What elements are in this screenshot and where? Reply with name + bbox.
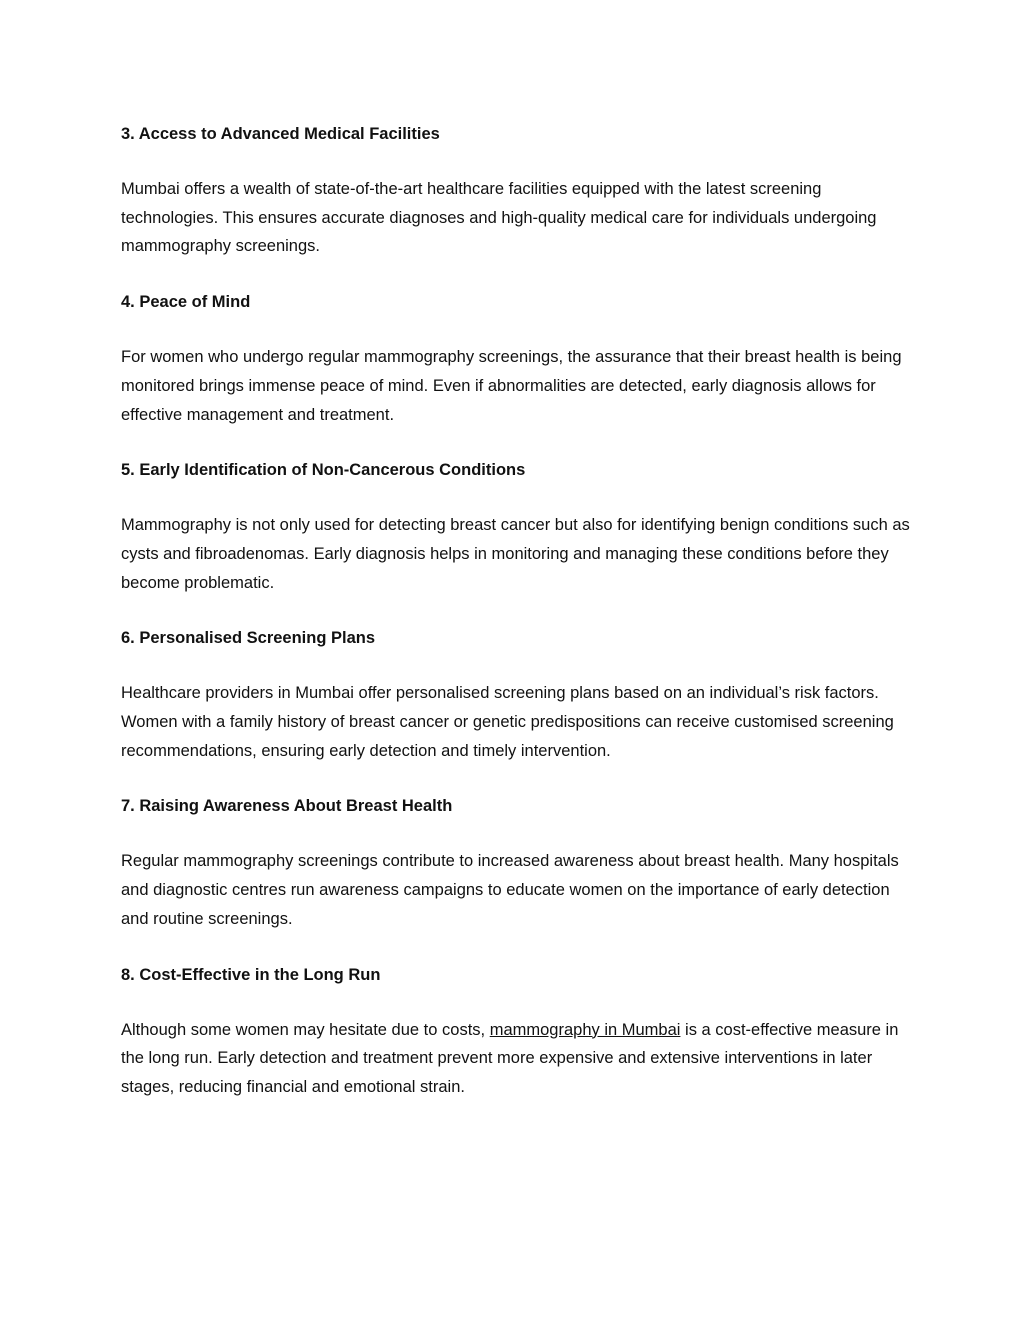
- body-text-before-link: Although some women may hesitate due to costs,: [121, 1020, 490, 1039]
- section-early-identification: [121, 456, 911, 597]
- section-access-to-facilities: [121, 120, 911, 261]
- section-heading: 5. Early Identification of Non-Cancerous Conditions: [121, 461, 526, 480]
- section-body: Regular mammography screenings contribute to increased awareness about breast health. Many hospitals and diagnostic centres run awareness campaigns to educate women on the importance of early detection and routine screenings.: [121, 852, 899, 928]
- body-text-after-link: is a cost-effective measure in the long run. Early detection and treatment prevent more expensive and extensive interventions in later stages, reducing financial and emotional strain.: [121, 1020, 899, 1096]
- section-heading: 6. Personalised Screening Plans: [121, 629, 376, 648]
- section-cost-effective: [121, 961, 911, 1102]
- document-page: [121, 120, 911, 1129]
- mammography-mumbai-link[interactable]: mammography in Mumbai: [489, 1020, 681, 1039]
- section-body: Mumbai offers a wealth of state-of-the-art healthcare facilities equipped with the latest screening technologies. This ensures accurate diagnoses and high-quality medical care for individuals undergoing mammography screenings.: [121, 180, 877, 256]
- section-heading: 8. Cost-Effective in the Long Run: [121, 965, 381, 984]
- section-heading: 4. Peace of Mind: [121, 293, 251, 312]
- section-body: Healthcare providers in Mumbai offer personalised screening plans based on an individual’s risk factors. Women with a family history of breast cancer or genetic predispositions can receive customised screening recommendations, ensuring early detection and timely intervention.: [121, 684, 894, 760]
- section-body: For women who undergo regular mammography screenings, the assurance that their breast health is being monitored brings immense peace of mind. Even if abnormalities are detected, early diagnosis allows for effective management and treatment.: [121, 348, 902, 424]
- section-peace-of-mind: [121, 288, 911, 429]
- section-raising-awareness: [121, 792, 911, 933]
- section-personalised-plans: [121, 624, 911, 765]
- section-heading: 3. Access to Advanced Medical Facilities: [121, 125, 440, 143]
- section-body: Mammography is not only used for detecting breast cancer but also for identifying benign conditions such as cysts and fibroadenomas. Early diagnosis helps in monitoring and managing these conditions before they become problematic.: [121, 516, 910, 592]
- section-heading: 7. Raising Awareness About Breast Health: [121, 797, 453, 816]
- section-body: [121, 1016, 911, 1102]
